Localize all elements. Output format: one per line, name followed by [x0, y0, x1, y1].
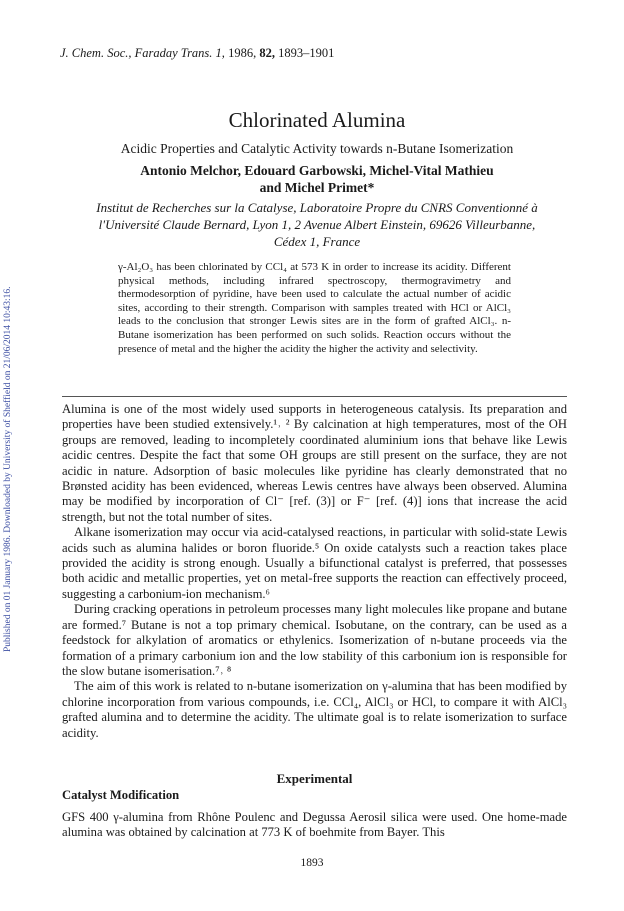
- author-list: [60, 162, 574, 196]
- paragraph: GFS 400 γ-alumina from Rhône Poulenc and Degussa Aerosil silica were used. One home-made alumina was obtained by calcination at 773 K of boehmite from Bayer. This: [62, 810, 567, 840]
- paragraph: During cracking operations in petroleum processes many light molecules like propane and butane are formed.⁷ Butane is not a top primary chemical. Isobutane, on the contrary, can be used as a feedstock for alkylation of aromatics or ethylenics. Isomerization of n-butane proceeds via the formation of a primary carbonium ion and the low stability of this carbonium ion is responsible for the slow butane isomerisation.⁷˒ ⁸: [62, 602, 567, 678]
- journal-volume: 82,: [259, 46, 275, 60]
- affiliation-line-3: Cédex 1, France: [273, 234, 361, 249]
- author-line-1: Antonio Melchor, Edouard Garbowski, Michel-Vital Mathieu: [140, 163, 494, 178]
- journal-pages: 1893–1901: [278, 46, 335, 60]
- paper-subtitle: Acidic Properties and Catalytic Activity towards n-Butane Isomerization: [120, 141, 514, 156]
- journal-reference: [60, 46, 334, 61]
- subsection-heading: Catalyst Modification: [62, 788, 180, 802]
- section-heading: Experimental: [276, 771, 353, 786]
- author-line-2: and Michel Primet*: [259, 180, 375, 195]
- abstract: γ-Al₂O₃ has been chlorinated by CCl₄ at 573 K in order to increase its acidity. Different physical methods, including infrared spectroscopy, thermogravimetry and thermodesorption of pyridine, have been used to calculate the actual number of acidic sites, according to their strength. Comparison with samples treated with HCl or AlCl₃ leads to the conclusion that stronger Lewis sites are in the form of grafted AlCl₃. n-Butane isomerization has been performed on such solids. Reaction occurs without the presence of metal and the higher the acidity the higher the activity and selectivity.: [118, 261, 511, 355]
- affiliation: [60, 199, 574, 250]
- journal-name: J. Chem. Soc., Faraday Trans. 1,: [60, 46, 225, 60]
- paragraph: Alumina is one of the most widely used supports in heterogeneous catalysis. Its preparation and properties have been studied extensively.¹˒ ² By calcination at high temperatures, most of the OH groups are removed, leading to incompletely coordinated aluminium ions that behave like Lewis acidic centres. Despite the fact that some OH groups are still present on the surface, they are not acidic in nature. Adsorption of basic molecules like pyridine has clearly demonstrated that no Brønsted acidity has been evidenced, whereas Lewis centres have always been observed. Alumina may be modified by incorporation of Cl⁻ [ref. (3)] or F⁻ [ref. (4)] ions that increase the acid strength, but not the total number of sites.: [62, 402, 567, 524]
- journal-year: 1986,: [228, 46, 257, 60]
- affiliation-line-2: l'Université Claude Bernard, Lyon 1, 2 Avenue Albert Einstein, 69626 Villeurbanne,: [98, 217, 536, 232]
- download-watermark-text: Published on 01 January 1986. Downloaded by University of Sheffield on 21/06/2014 10:43:16.: [3, 286, 13, 652]
- download-watermark: [2, 92, 16, 652]
- paragraph: Alkane isomerization may occur via acid-catalysed reactions, in particular with solid-state Lewis acids such as alumina halides or boron fluoride.⁵ On oxide catalysts such a reaction takes place provided the acidity is strong enough. Usually a bifunctional catalyst is preferred, that possesses both acidic and metallic properties, yet on metal-free supports the reaction can effectively proceed, suggesting a carbonium-ion mechanism.⁶: [62, 525, 567, 601]
- paragraph: The aim of this work is related to n-butane isomerization on γ-alumina that has been modified by chlorine incorporation from various compounds, i.e. CCl₄, AlCl₃ or HCl, to compare it with AlCl₃ grafted alumina and to determine the acidity. The ultimate goal is to relate isomerization to surface acidity.: [62, 679, 567, 740]
- experimental-text: [62, 810, 567, 841]
- affiliation-line-1: Institut de Recherches sur la Catalyse, Laboratoire Propre du CNRS Conventionné à: [96, 200, 538, 215]
- page-number: 1893: [300, 857, 324, 869]
- introduction: [62, 402, 567, 741]
- paper-title: Chlorinated Alumina: [228, 108, 406, 132]
- abstract-divider: [62, 396, 567, 397]
